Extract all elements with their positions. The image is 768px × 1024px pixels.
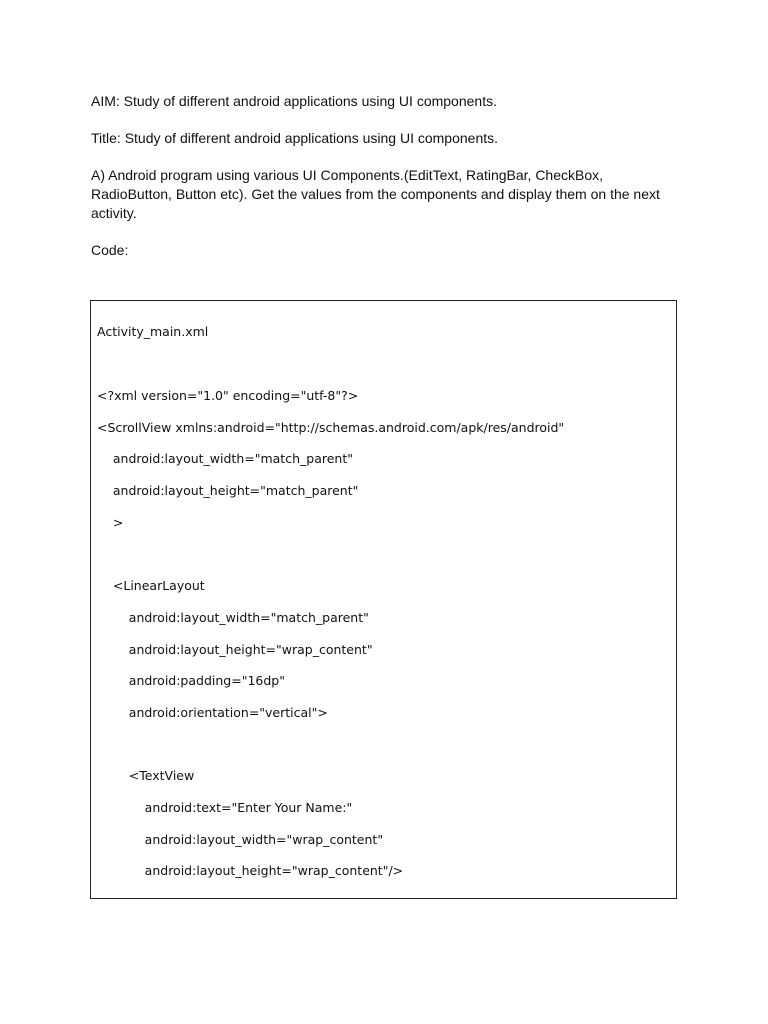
code-line: android:orientation="vertical"> (97, 704, 328, 720)
aim-text: AIM: Study of different android applications using UI components. (91, 93, 497, 109)
code-line: <LinearLayout (97, 578, 205, 594)
code-line: <TextView (97, 768, 195, 784)
code-line: android:layout_width="match_parent" (97, 609, 369, 625)
code-label: Code: (91, 242, 129, 258)
code-line: android:layout_width="match_parent" (97, 451, 353, 467)
code-line: > (97, 514, 124, 530)
title-text: Title: Study of different android applications using UI components. (91, 130, 499, 146)
code-lines (97, 387, 564, 894)
code-block (90, 300, 677, 899)
code-filename: Activity_main.xml (97, 324, 209, 339)
code-line: <ScrollView xmlns:android="http://schemas.android.com/apk/res/android" (97, 419, 565, 435)
section-a-text: A) Android program using various UI Components.(EditText, RatingBar, CheckBox, RadioButton, Button etc). Get the values from the components and display them on the next activity. (91, 167, 660, 221)
intro-section (91, 92, 681, 278)
code-line (97, 545, 564, 577)
code-line: android:layout_height="match_parent" (97, 483, 359, 499)
code-line: <?xml version="1.0" encoding="utf-8"?> (97, 388, 359, 403)
code-line: android:padding="16dp" (97, 673, 285, 689)
code-line: android:layout_width="wrap_content" (97, 831, 384, 847)
code-line: android:layout_height="wrap_content" (97, 641, 373, 657)
code-line: android:text="Enter Your Name:" (97, 799, 353, 815)
code-line (97, 736, 564, 768)
code-line: android:layout_height="wrap_content"/> (97, 863, 404, 879)
